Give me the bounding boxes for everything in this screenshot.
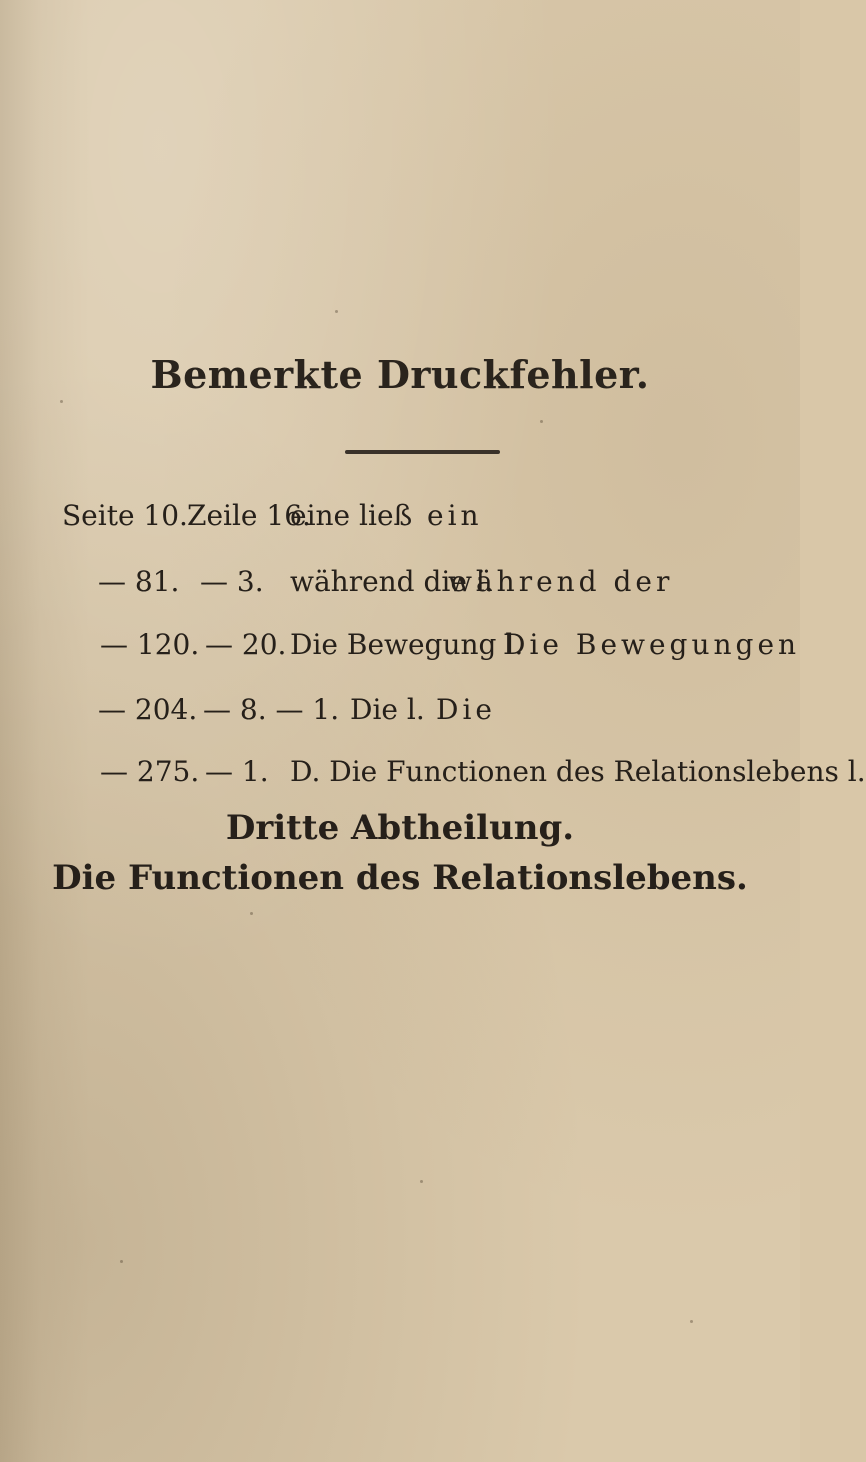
erratum-line-ref: — 20. — [205, 628, 287, 661]
erratum-line-ref: — 3. — [200, 565, 264, 598]
erratum-page-ref: — 204. — [98, 693, 198, 726]
erratum-wrong-text: Die Bewegung l. — [290, 628, 524, 661]
section-subtitle: Die Functionen des Relationslebens. — [52, 858, 748, 898]
section-heading: Dritte Abtheilung. — [225, 808, 575, 848]
paper-speck — [250, 912, 253, 915]
title-rule — [345, 450, 500, 454]
erratum-correct-text: ein — [427, 499, 483, 532]
erratum-row — [0, 690, 800, 730]
erratum-correct-text: während der — [448, 565, 674, 598]
erratum-correct-text: Die Bewegungen — [503, 628, 801, 661]
paper-speck — [690, 1320, 693, 1323]
erratum-page-ref: Seite 10. — [62, 499, 188, 532]
erratum-correct-text: Die — [436, 693, 496, 726]
paper-speck — [120, 1260, 123, 1263]
erratum-page-ref: — 81. — [98, 565, 180, 598]
paper-speck — [420, 1180, 423, 1183]
paper-speck — [60, 400, 63, 403]
erratum-row — [0, 562, 800, 602]
erratum-page-ref: — 275. — [100, 755, 200, 788]
erratum-wrong-text: D. Die Functionen des Relationslebens l. — [290, 755, 866, 788]
page-title: Bemerkte Druckfehler. — [150, 352, 650, 397]
erratum-line-ref: Zeile 16. — [187, 499, 311, 532]
erratum-row — [0, 496, 800, 536]
erratum-wrong-text: Die l. — [350, 693, 425, 726]
erratum-page-ref: — 120. — [100, 628, 200, 661]
erratum-wrong-text: eine ließ — [290, 499, 413, 532]
erratum-line-ref: — 8. — 1. — [203, 693, 340, 726]
erratum-line-ref: — 1. — [205, 755, 269, 788]
paper-speck — [335, 310, 338, 313]
erratum-row — [0, 625, 800, 665]
erratum-wrong-text: während die l. — [290, 565, 494, 598]
erratum-row — [0, 752, 866, 792]
paper-speck — [540, 420, 543, 423]
